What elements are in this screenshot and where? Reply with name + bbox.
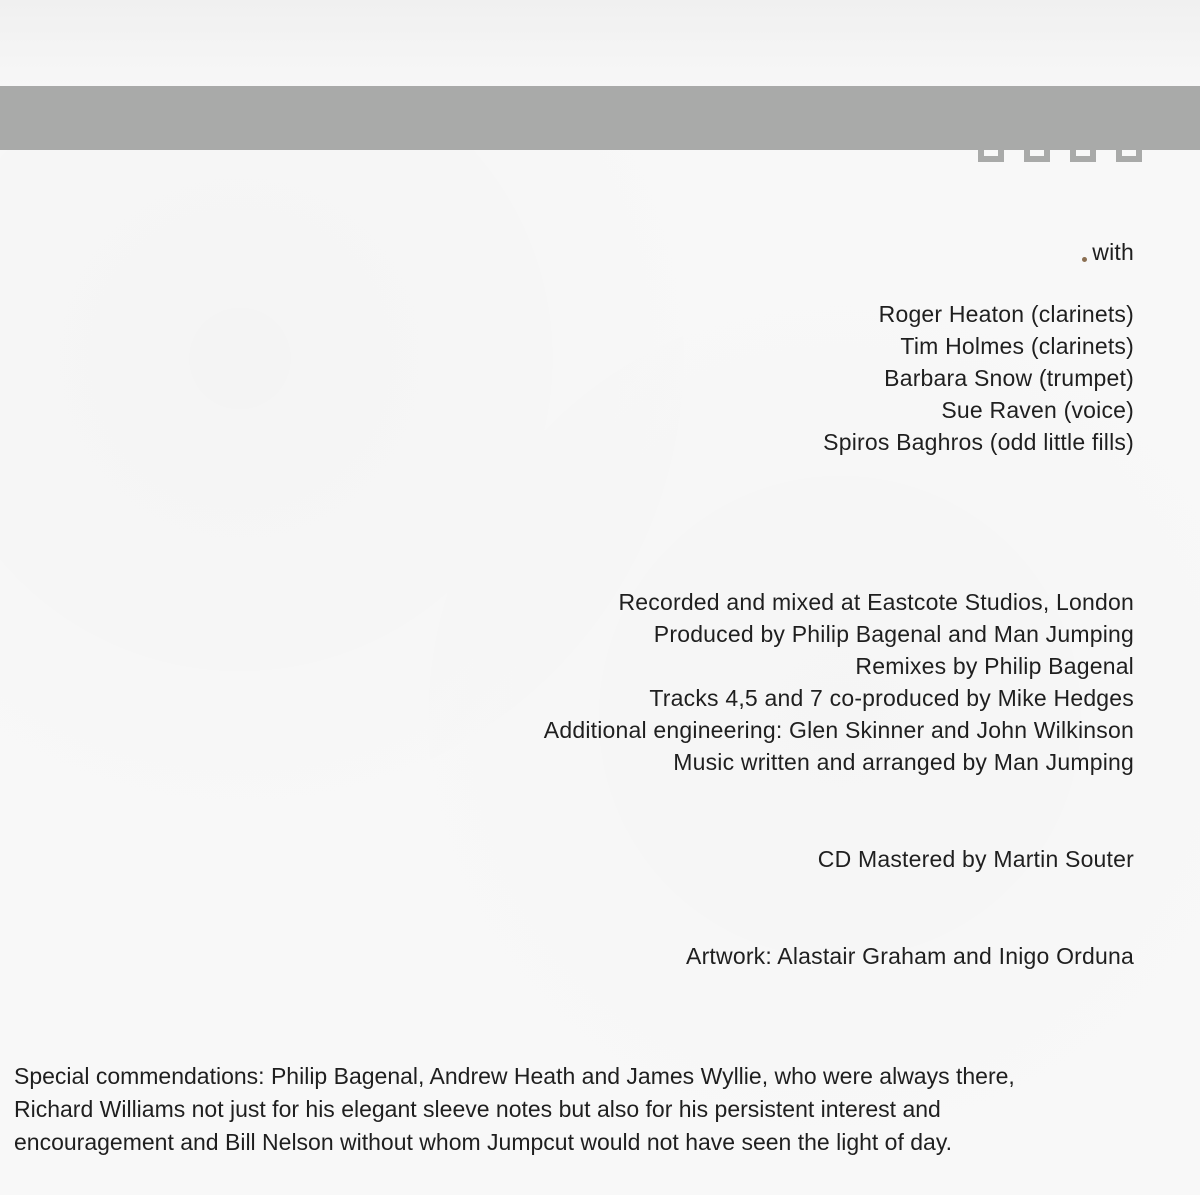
production-line: Recorded and mixed at Eastcote Studios, London — [618, 589, 1134, 615]
musician-credits — [823, 298, 1134, 458]
with-label — [1092, 236, 1134, 268]
production-line: Produced by Philip Bagenal and Man Jumping — [653, 621, 1134, 647]
musician-line: Tim Holmes (clarinets) — [900, 333, 1134, 359]
header-band — [0, 86, 1200, 150]
commendation-line: Richard Williams not just for his elegant sleeve notes but also for his persistent interest and — [14, 1096, 941, 1122]
commendation-line: Special commendations: Philip Bagenal, Andrew Heath and James Wyllie, who were always there, — [14, 1063, 1015, 1089]
paper-speck — [1082, 257, 1087, 262]
commendation-line: encouragement and Bill Nelson without whom Jumpcut would not have seen the light of day. — [14, 1129, 953, 1155]
band-title — [978, 150, 1142, 178]
mastering-credit — [818, 843, 1134, 875]
mastering-line: CD Mastered by Martin Souter — [817, 846, 1134, 872]
band-letter — [1116, 150, 1142, 162]
band-letter — [1024, 150, 1050, 162]
production-line: Tracks 4,5 and 7 co-produced by Mike Hedges — [649, 685, 1134, 711]
musician-line: Sue Raven (voice) — [941, 397, 1134, 423]
production-line: Additional engineering: Glen Skinner and John Wilkinson — [543, 717, 1134, 743]
band-letter — [1070, 150, 1096, 162]
with-text: with — [1092, 239, 1134, 265]
artwork-line: Artwork: Alastair Graham and Inigo Orduna — [686, 943, 1134, 969]
production-credits — [544, 586, 1134, 778]
musician-line: Roger Heaton (clarinets) — [878, 301, 1134, 327]
artwork-credit — [686, 940, 1134, 972]
page-top-margin — [0, 0, 1200, 86]
production-line: Remixes by Philip Bagenal — [855, 653, 1134, 679]
musician-line: Spiros Baghros (odd little fills) — [823, 429, 1134, 455]
special-commendations — [14, 1060, 1144, 1159]
production-line: Music written and arranged by Man Jumping — [673, 749, 1134, 775]
band-letter — [978, 150, 1004, 162]
musician-line: Barbara Snow (trumpet) — [884, 365, 1134, 391]
